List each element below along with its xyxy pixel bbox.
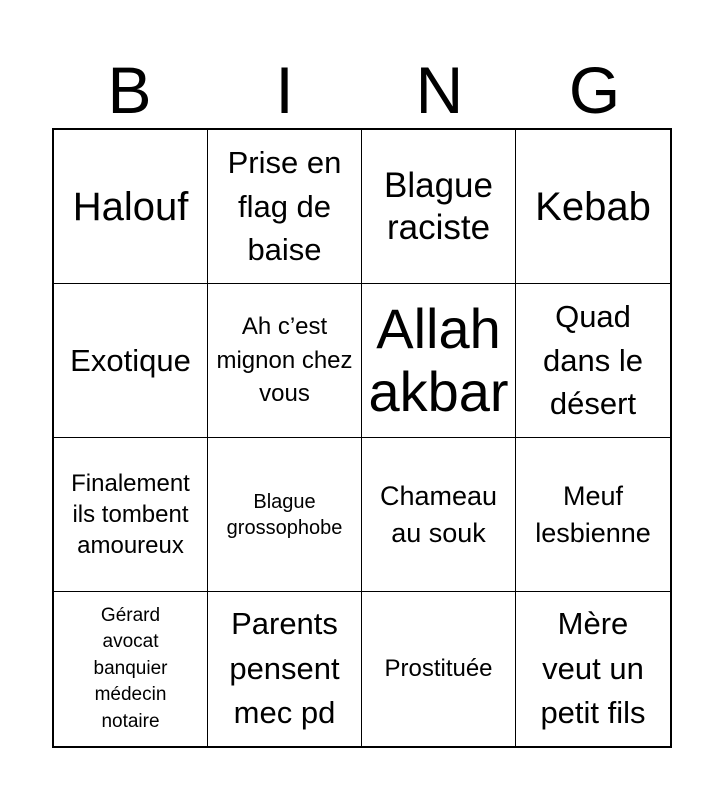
cell-text: Kebab — [535, 184, 651, 229]
bingo-cell[interactable] — [362, 592, 516, 746]
cell-text: Mère veut un petit fils — [540, 605, 646, 731]
cell-text: Blague grossophobe — [226, 490, 343, 539]
header-letter-b: B — [107, 53, 152, 127]
header-letter-i: I — [275, 53, 294, 127]
bingo-cell[interactable] — [362, 130, 516, 284]
bingo-cell[interactable] — [54, 130, 208, 284]
cell-text: Blague raciste — [384, 165, 493, 247]
bingo-cell[interactable] — [54, 284, 208, 438]
bingo-cell[interactable] — [516, 438, 670, 592]
bingo-cell[interactable] — [516, 592, 670, 746]
cell-text: Gérard avocat banquier médecin notaire — [93, 604, 168, 732]
bingo-cell[interactable] — [516, 284, 670, 438]
bingo-cell[interactable] — [54, 592, 208, 746]
cell-text: Parents pensent mec pd — [229, 605, 340, 731]
cell-text: Finalement ils tombent amoureux — [71, 469, 190, 560]
header-letter-g: G — [568, 53, 621, 127]
cell-text: Exotique — [70, 342, 191, 378]
bingo-cell[interactable] — [208, 592, 362, 746]
cell-text: Halouf — [72, 184, 189, 229]
bingo-grid — [52, 128, 672, 748]
cell-text: Meuf lesbienne — [535, 481, 651, 548]
bingo-cell[interactable] — [362, 438, 516, 592]
bingo-cell[interactable] — [516, 130, 670, 284]
bingo-cell[interactable] — [208, 284, 362, 438]
header-letter-n: N — [415, 53, 464, 127]
bingo-cell[interactable] — [54, 438, 208, 592]
cell-text: Prostituée — [384, 655, 493, 683]
bingo-cell[interactable] — [362, 284, 516, 438]
bingo-cell[interactable] — [208, 130, 362, 284]
cell-text: Allah akbar — [368, 296, 509, 423]
cell-text: Chameau au souk — [379, 481, 498, 548]
cell-text: Ah c’est mignon chez vous — [216, 313, 353, 408]
bingo-header — [52, 52, 672, 128]
bingo-cell[interactable] — [208, 438, 362, 592]
cell-text: Prise en flag de baise — [227, 145, 342, 268]
cell-text: Quad dans le désert — [543, 299, 643, 422]
